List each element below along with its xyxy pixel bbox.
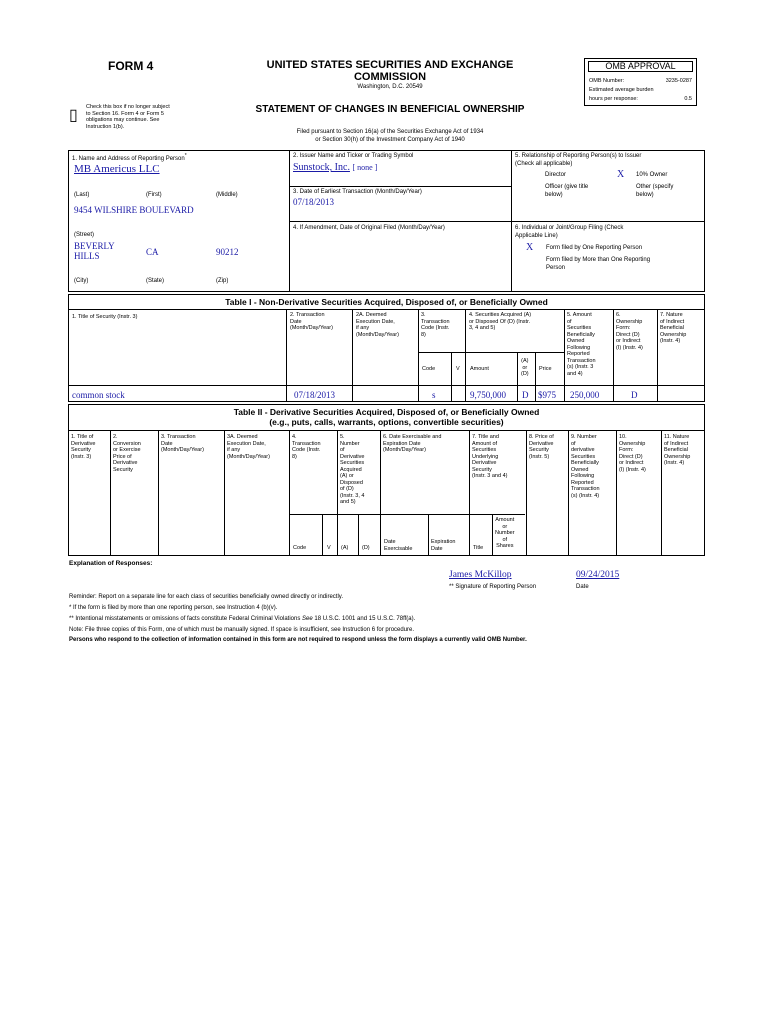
table-divider bbox=[616, 430, 617, 556]
table-divider bbox=[352, 309, 353, 402]
filing-label: 6. Individual or Joint/Group Filing (Check Applicable Line) bbox=[515, 225, 624, 239]
city-value: BEVERLY HILLS bbox=[74, 241, 115, 261]
omb-hours-value: 0.5 bbox=[684, 96, 692, 102]
checkbox-note-line: to Section 16. Form 4 or Form 5 bbox=[86, 110, 164, 117]
table-divider bbox=[380, 430, 381, 556]
t2-sub-exercisable: Date Exercisable bbox=[384, 539, 413, 552]
relationship-label: 5. Relationship of Reporting Person(s) to Issuer (Check all applicable) bbox=[515, 153, 642, 167]
agency-title bbox=[230, 59, 550, 83]
other-option: Other (specify below) bbox=[636, 184, 674, 198]
agency-title-line1: UNITED STATES SECURITIES AND EXCHANGE bbox=[266, 59, 514, 71]
table-divider bbox=[465, 309, 466, 402]
t2-sub-a: (A) bbox=[341, 545, 349, 551]
t1-row-owned: 250,000 bbox=[570, 390, 600, 400]
t1-col-date: 2. Transaction Date (Month/Day/Year) bbox=[290, 312, 333, 331]
t1-col-nature: 7. Nature of Indirect Beneficial Ownership (Instr. 4) bbox=[660, 312, 687, 344]
criminal-violation-note: ** Intentional misstatements or omissions of facts constitute Federal Criminal Violations See 18 U.S.C. 1001 and 15 U.S.C. 78ff(a). bbox=[69, 616, 416, 622]
issuer-name-row bbox=[293, 162, 377, 173]
filed-pursuant-note bbox=[230, 128, 550, 144]
t2-col-underlying: 7. Title and Amount of Securities Underlying Derivative Security (Instr. 3 and 4) bbox=[472, 434, 508, 479]
issuer-ticker: [ none ] bbox=[352, 163, 378, 172]
checkbox-note bbox=[86, 104, 201, 130]
first-label: (First) bbox=[146, 192, 162, 198]
table-divider bbox=[568, 430, 569, 556]
table-divider bbox=[526, 430, 527, 556]
t1-row-form: D bbox=[631, 390, 638, 400]
t2-col-code: 4. Transaction Code (Instr. 8) bbox=[292, 434, 321, 460]
omb-approval-box bbox=[584, 58, 697, 106]
reporting-person-label: 1. Name and Address of Reporting Person* bbox=[72, 153, 187, 162]
grid-divider bbox=[289, 221, 511, 222]
file-copies-note: Note: File three copies of this Form, one of which must be manually signed. If space is insufficient, see Instruction 6 for procedure. bbox=[69, 627, 415, 633]
t1-sub-amount: Amount bbox=[470, 366, 489, 372]
table-divider bbox=[289, 430, 290, 556]
zip-label: (Zip) bbox=[216, 278, 229, 284]
table-divider bbox=[564, 309, 565, 402]
table-divider bbox=[535, 352, 536, 402]
state-value: CA bbox=[146, 247, 159, 257]
more-person-option: Form filed by More than One Reporting Person bbox=[546, 257, 651, 271]
filed-note-line: Filed pursuant to Section 16(a) of the Securities Exchange Act of 1934 bbox=[296, 129, 484, 135]
agency-address: Washington, D.C. 20549 bbox=[357, 84, 423, 90]
one-person-option: Form filed by One Reporting Person bbox=[546, 245, 643, 251]
t2-col-date: 3. Transaction Date (Month/Day/Year) bbox=[161, 434, 204, 453]
checkbox-note-line: obligations may continue. See bbox=[86, 117, 160, 123]
t2-col-number-owned: 9. Number of derivative Securities Beneficially Owned Following Reported Transaction (s) (Instr. 4) bbox=[571, 434, 600, 499]
table-divider bbox=[613, 309, 614, 402]
one-person-check[interactable]: X bbox=[526, 242, 534, 253]
t2-sub-d: (D) bbox=[362, 545, 370, 551]
table-divider bbox=[68, 385, 705, 386]
t2-col-number: 5. Number of Derivative Securities Acquired (A) or Disposed of (D) (Instr. 3, 4 and 5) bbox=[340, 434, 365, 505]
t2-sub-title: Title bbox=[473, 545, 484, 551]
table-2-title: Table II - Derivative Securities Acquired, Disposed of, or Beneficially Owned (e.g., puts, calls, warrants, options, convertible securities) bbox=[233, 407, 540, 427]
omb-hours-label: hours per response: bbox=[589, 96, 638, 102]
t2-col-title: 1. Title of Derivative Security (Instr. 3) bbox=[71, 434, 96, 460]
middle-label: (Middle) bbox=[216, 192, 238, 198]
omb-burden-label: Estimated average burden bbox=[589, 87, 654, 93]
t1-col-ownership-form: 6. Ownership Form: Direct (D) or Indirect (I) (Instr. 4) bbox=[616, 312, 643, 351]
t1-col-amount-owned: 5. Amount of Securities Beneficially Owned Following Reported Transaction (s) (Instr. 3 and 4) bbox=[567, 312, 596, 377]
street-label: (Street) bbox=[74, 232, 95, 238]
statement-title: STATEMENT OF CHANGES IN BENEFICIAL OWNERSHIP bbox=[255, 104, 525, 115]
omb-respond-note: Persons who respond to the collection of information contained in this form are not required to respond unless the form displays a currently valid OMB Number. bbox=[69, 637, 527, 643]
table-divider bbox=[418, 352, 564, 353]
t2-col-ownership-form: 10. Ownership Form: Direct (D) or Indirect (I) (Instr. 4) bbox=[619, 434, 646, 473]
earliest-transaction-date: 07/18/2013 bbox=[293, 197, 335, 207]
table-divider bbox=[358, 514, 359, 556]
checkbox-note-line: Instruction 1(b). bbox=[86, 123, 125, 130]
t2-sub-expiration: Expiration Date bbox=[431, 539, 456, 552]
agency-title-line2: COMMISSION bbox=[353, 71, 427, 83]
signature-name: James McKillop bbox=[449, 570, 512, 580]
table-divider bbox=[657, 309, 658, 402]
t1-col-securities: 4. Securities Acquired (A) or Disposed Of (D) (Instr. 3, 4 and 5) bbox=[469, 312, 532, 331]
t1-sub-ad: (A) or (D) bbox=[521, 358, 529, 377]
t1-sub-price: Price bbox=[539, 366, 552, 372]
t1-row-ad: D bbox=[522, 390, 529, 400]
table-divider bbox=[289, 514, 525, 515]
city-label: (City) bbox=[74, 278, 89, 284]
t1-row-security: common stock bbox=[72, 390, 125, 400]
table-divider bbox=[428, 514, 429, 556]
grid-divider bbox=[511, 221, 705, 222]
table-divider bbox=[158, 430, 159, 556]
t1-row-price: $975 bbox=[538, 390, 556, 400]
no-longer-subject-checkbox[interactable]: ▯ bbox=[69, 107, 78, 124]
ten-percent-check[interactable]: X bbox=[617, 169, 625, 180]
omb-number-value: 3235-0287 bbox=[665, 78, 692, 84]
table-divider bbox=[68, 309, 705, 310]
table-divider bbox=[418, 309, 419, 402]
omb-number-label: OMB Number: bbox=[589, 78, 625, 84]
table-divider bbox=[68, 430, 705, 431]
t1-col-title: 1. Title of Security (Instr. 3) bbox=[72, 314, 138, 320]
street-value: 9454 WILSHIRE BOULEVARD bbox=[74, 205, 194, 215]
last-label: (Last) bbox=[74, 192, 90, 198]
reminder-note: Reminder: Report on a separate line for each class of securities beneficially owned directly or indirectly. bbox=[69, 594, 344, 600]
earliest-transaction-label: 3. Date of Earliest Transaction (Month/Day/Year) bbox=[293, 189, 422, 195]
director-option: Director bbox=[545, 172, 567, 178]
table-divider bbox=[110, 430, 111, 556]
t1-row-code: s bbox=[432, 390, 436, 400]
signature-date: 09/24/2015 bbox=[576, 570, 620, 580]
t2-sub-amount: Amount or Number of Shares bbox=[495, 517, 515, 549]
issuer-label: 2. Issuer Name and Ticker or Trading Symbol bbox=[293, 153, 414, 159]
state-label: (State) bbox=[146, 278, 165, 284]
grid-divider bbox=[289, 186, 511, 187]
table-divider bbox=[492, 514, 493, 556]
officer-option: Officer (give title below) bbox=[545, 184, 589, 198]
t2-sub-v: V bbox=[327, 545, 331, 551]
t2-col-price: 8. Price of Derivative Security (Instr. 5) bbox=[529, 434, 554, 460]
t1-sub-v: V bbox=[456, 366, 460, 372]
table-divider bbox=[286, 309, 287, 402]
table-divider bbox=[469, 430, 470, 556]
t1-sub-code: Code bbox=[422, 366, 436, 372]
table-divider bbox=[517, 352, 518, 402]
signature-label: ** Signature of Reporting Person bbox=[449, 584, 537, 590]
issuer-name[interactable]: Sunstock, Inc. bbox=[293, 162, 350, 173]
amendment-label: 4. If Amendment, Date of Original Filed (Month/Day/Year) bbox=[293, 225, 445, 231]
table-divider bbox=[661, 430, 662, 556]
filed-note-line: or Section 30(h) of the Investment Company Act of 1940 bbox=[315, 137, 465, 143]
multiple-persons-note: * If the form is filed by more than one reporting person, see Instruction 4 (b)(v). bbox=[69, 605, 278, 611]
t2-col-conversion: 2. Conversion or Exercise Price of Derivative Security bbox=[113, 434, 141, 473]
checkbox-note-line: Check this box if no longer subject bbox=[86, 104, 170, 110]
omb-approval-title: OMB APPROVAL bbox=[588, 61, 693, 72]
ten-percent-option: 10% Owner bbox=[636, 172, 668, 178]
t1-col-code: 3. Transaction Code (Instr. 8) bbox=[421, 312, 450, 338]
t2-col-deemed: 3A. Deemed Execution Date, if any (Month/Day/Year) bbox=[227, 434, 270, 460]
t1-col-deemed: 2A. Deemed Execution Date, if any (Month/Day/Year) bbox=[356, 312, 399, 338]
t2-sub-code: Code bbox=[293, 545, 307, 551]
t2-col-nature: 11. Nature of Indirect Beneficial Ownership (Instr. 4) bbox=[664, 434, 691, 466]
t2-col-exercisable: 6. Date Exercisable and Expiration Date (Month/Day/Year) bbox=[383, 434, 442, 453]
table-1-title: Table I - Non-Derivative Securities Acquired, Disposed of, or Beneficially Owned bbox=[225, 297, 548, 307]
table-divider bbox=[322, 514, 323, 556]
zip-value: 90212 bbox=[216, 247, 239, 257]
date-label: Date bbox=[576, 584, 589, 590]
table-divider bbox=[337, 430, 338, 556]
table-divider bbox=[224, 430, 225, 556]
explanation-label: Explanation of Responses: bbox=[69, 560, 153, 567]
form-title: FORM 4 bbox=[108, 59, 154, 73]
reporting-person-name[interactable]: MB Americus LLC bbox=[74, 163, 160, 175]
t1-row-date: 07/18/2013 bbox=[294, 390, 336, 400]
table-divider bbox=[451, 352, 452, 402]
t1-row-amount: 9,750,000 bbox=[470, 390, 506, 400]
